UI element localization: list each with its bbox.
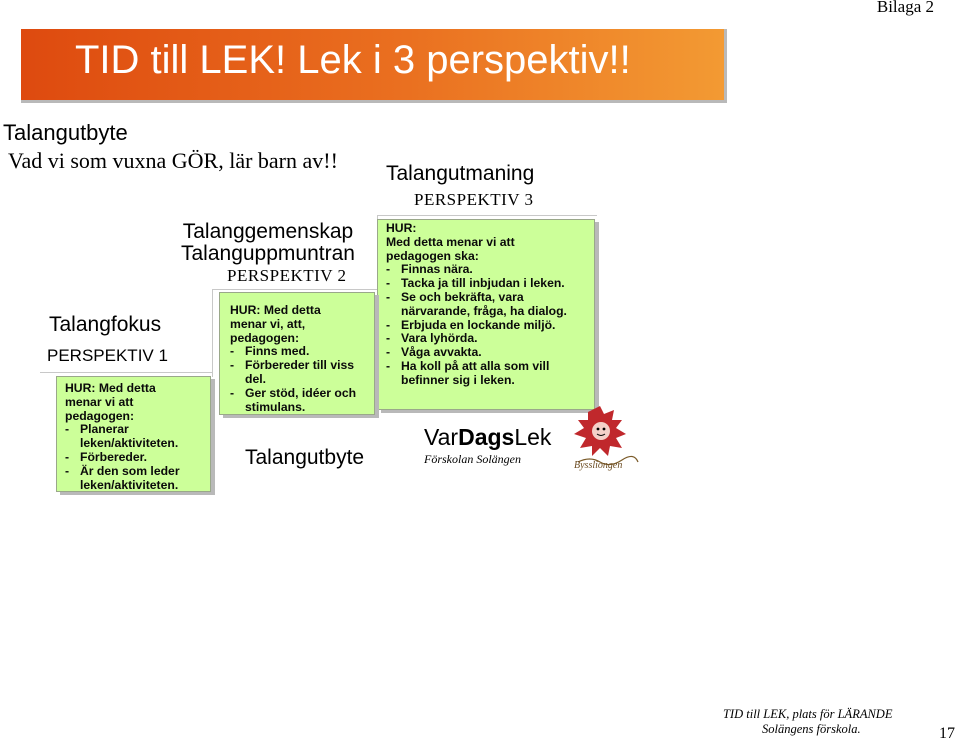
list-item: - Erbjuda en lockande miljö. [386,317,556,332]
list-item: - Ha koll på att alla som vill befinner sig i leken. [386,358,550,387]
box-heading-line: HUR: Med detta [65,381,156,395]
step-line [212,289,378,290]
dash-icon: - [386,317,391,332]
dash-icon: - [386,262,391,277]
list-item: - Förbereder. [65,449,148,464]
perspective2-title [181,221,355,265]
perspective1-title: Talangfokus [49,313,162,336]
dash-icon: - [230,344,235,359]
list-item: - Ger stöd, idéer och stimulans. [230,385,357,414]
box-heading-line: HUR: [386,221,417,235]
dash-icon: - [386,358,391,373]
appendix-label: Bilaga 2 [876,0,934,16]
box-heading-line: pedagogen: [230,330,300,345]
list-item: - Se och bekräfta, vara närvarande, fråga, ha dialog. [386,289,567,318]
vardagslek-logo-text: VarDagsLek [424,424,552,450]
perspective3-title: Talangutmaning [386,162,535,185]
list-item: - Förbereder till viss del. [230,358,355,386]
list-item: - Finns med. [230,344,310,359]
svg-text:Byssliongen: Byssliongen [574,460,623,471]
list-item: - Finnas nära. [386,262,473,277]
banner-title: TID till LEK! Lek i 3 perspektiv!! [75,38,631,82]
dash-icon: - [65,422,70,437]
dash-icon: - [65,463,70,478]
perspective3-label: PERSPEKTIV 3 [414,190,534,209]
list-item: - Planerar leken/aktiviteten. [65,422,179,451]
footer-line2: Solängens förskola. [762,722,861,736]
box-heading-line: menar vi, att, [230,316,306,331]
list-item: - Är den som leder leken/aktiviteten. [65,463,180,492]
list-item: - Tacka ja till inbjudan i leken. [386,276,565,291]
perspective2-label: PERSPEKTIV 2 [227,266,347,285]
perspective3-box [377,219,595,410]
perspective2-title-line1: Talanggemenskap [182,220,354,243]
dash-icon: - [386,289,391,304]
perspective2-box [219,292,375,415]
intro-subheading: Vad vi som vuxna GÖR, lär barn av!! [8,148,338,173]
dash-icon: - [230,385,235,400]
step-line [212,289,213,377]
step-line [377,215,597,216]
perspective1-label: PERSPEKTIV 1 [47,346,168,365]
dash-icon: - [386,331,391,346]
dash-icon: - [230,358,235,373]
dash-icon: - [386,345,391,360]
box-heading-line: Med detta menar vi att [386,234,515,249]
page-number: 17 [939,725,955,742]
box-heading-line: menar vi att [65,394,134,409]
box-heading-line: HUR: Med detta [230,303,321,317]
logo-subtitle: Förskolan Solängen [424,452,521,466]
step-line [40,372,212,373]
perspective2-title-line2: Talanguppmuntran [181,242,355,265]
box-heading-line: pedagogen ska: [386,248,479,263]
dash-icon: - [386,276,391,291]
dash-icon: - [65,449,70,464]
list-item: - Vara lyhörda. [386,331,478,346]
intro-heading: Talangutbyte [3,120,128,145]
perspective1-box [56,376,211,492]
footer-line1: TID till LEK, plats för LÄRANDE [723,707,893,721]
title-banner [21,29,727,103]
mascot-logo-icon [570,406,642,472]
perspective2-bottom-label: Talangutbyte [245,446,365,469]
box-heading-line: pedagogen: [65,408,135,423]
list-item: - Våga avvakta. [386,345,482,360]
